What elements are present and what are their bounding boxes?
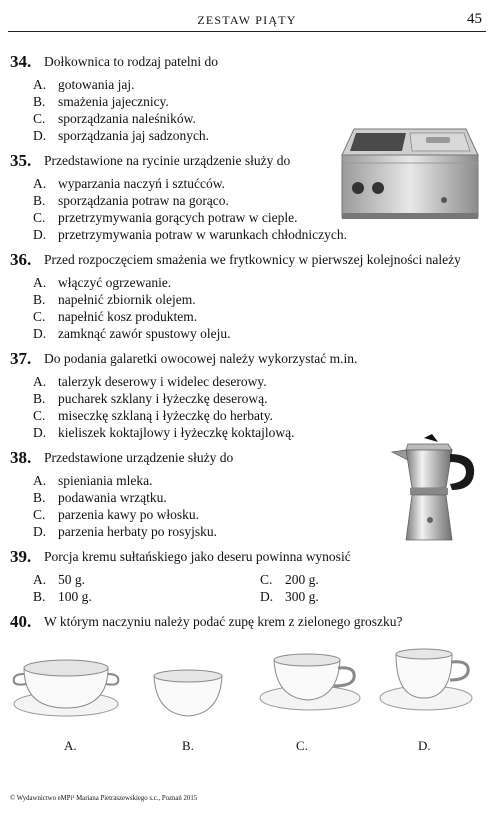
option-34-d: D. sporządzania jaj sadzonych.	[33, 128, 210, 143]
option-38-d: D. parzenia herbaty po rosyjsku.	[33, 524, 217, 539]
option-40-c: C.	[296, 738, 308, 753]
bowl-illustration	[152, 668, 224, 720]
option-39-a: A. 50 g.	[33, 572, 85, 587]
option-37-b: B. pucharek szklany i łyżeczkę deserową.	[33, 391, 268, 406]
cup-saucer-small-illustration	[378, 648, 474, 714]
soup-cup-illustration	[12, 652, 120, 720]
moka-pot-illustration	[390, 430, 480, 546]
option-38-c: C. parzenia kawy po włosku.	[33, 507, 199, 522]
question-number: 34.	[10, 52, 32, 71]
option-35-b: B. sporządzania potraw na gorąco.	[33, 193, 229, 208]
cup-saucer-illustration	[258, 652, 362, 714]
section-title: ZESTAW PIĄTY	[197, 13, 297, 27]
question-text: Przedstawione urządzenie służy do	[44, 450, 234, 465]
question-text: Dołkownica to rodzaj patelni do	[44, 54, 218, 69]
option-35-a: A. wyparzania naczyń i sztućców.	[33, 176, 226, 191]
question-number: 39.	[10, 547, 32, 566]
question-number: 38.	[10, 448, 32, 467]
question-text: Przedstawione na rycinie urządzenie służy do	[44, 153, 291, 168]
option-36-b: B. napełnić zbiornik olejem.	[33, 292, 196, 307]
option-39-d: D. 300 g.	[260, 589, 319, 604]
question-text: W którym naczyniu należy podać zupę krem z zielonego groszku?	[44, 614, 403, 629]
copyright-footer: © Wydawnictwo eMPi² Mariana Pietraszewskiego s.c., Poznań 2015	[10, 795, 198, 802]
option-36-d: D. zamknąć zawór spustowy oleju.	[33, 326, 231, 341]
page-number: 45	[467, 11, 482, 27]
option-40-d: D.	[418, 738, 431, 753]
page-header	[8, 10, 486, 30]
bain-marie-illustration	[340, 125, 480, 223]
header-rule	[8, 31, 486, 32]
question-text: Przed rozpoczęciem smażenia we frytkownicy w pierwszej kolejności należy	[44, 252, 461, 267]
option-37-c: C. miseczkę szklaną i łyżeczkę do herbaty.	[33, 408, 274, 423]
option-38-b: B. podawania wrzątku.	[33, 490, 167, 505]
question-number: 35.	[10, 151, 32, 170]
option-38-a: A. spieniania mleka.	[33, 473, 153, 488]
option-35-c: C. przetrzymywania gorących potraw w cieple.	[33, 210, 298, 225]
question-number: 36.	[10, 250, 32, 269]
question-number: 40.	[10, 612, 32, 631]
question-number: 37.	[10, 349, 32, 368]
question-text: Do podania galaretki owocowej należy wykorzystać m.in.	[44, 351, 358, 366]
option-34-c: C. sporządzania naleśników.	[33, 111, 196, 126]
question-text: Porcja kremu sułtańskiego jako deseru powinna wynosić	[44, 549, 351, 564]
option-40-a: A.	[64, 738, 77, 753]
option-34-a: A. gotowania jaj.	[33, 77, 135, 92]
option-40-b: B.	[182, 738, 194, 753]
option-36-a: A. włączyć ogrzewanie.	[33, 275, 172, 290]
option-39-c: C. 200 g.	[260, 572, 319, 587]
option-34-b: B. smażenia jajecznicy.	[33, 94, 169, 109]
option-36-c: C. napełnić kosz produktem.	[33, 309, 198, 324]
option-35-d: D. przetrzymywania potraw w warunkach chłodniczych.	[33, 227, 348, 242]
option-37-a: A. talerzyk deserowy i widelec deserowy.	[33, 374, 267, 389]
option-37-d: D. kieliszek koktajlowy i łyżeczkę koktajlową.	[33, 425, 295, 440]
option-39-b: B. 100 g.	[33, 589, 92, 604]
